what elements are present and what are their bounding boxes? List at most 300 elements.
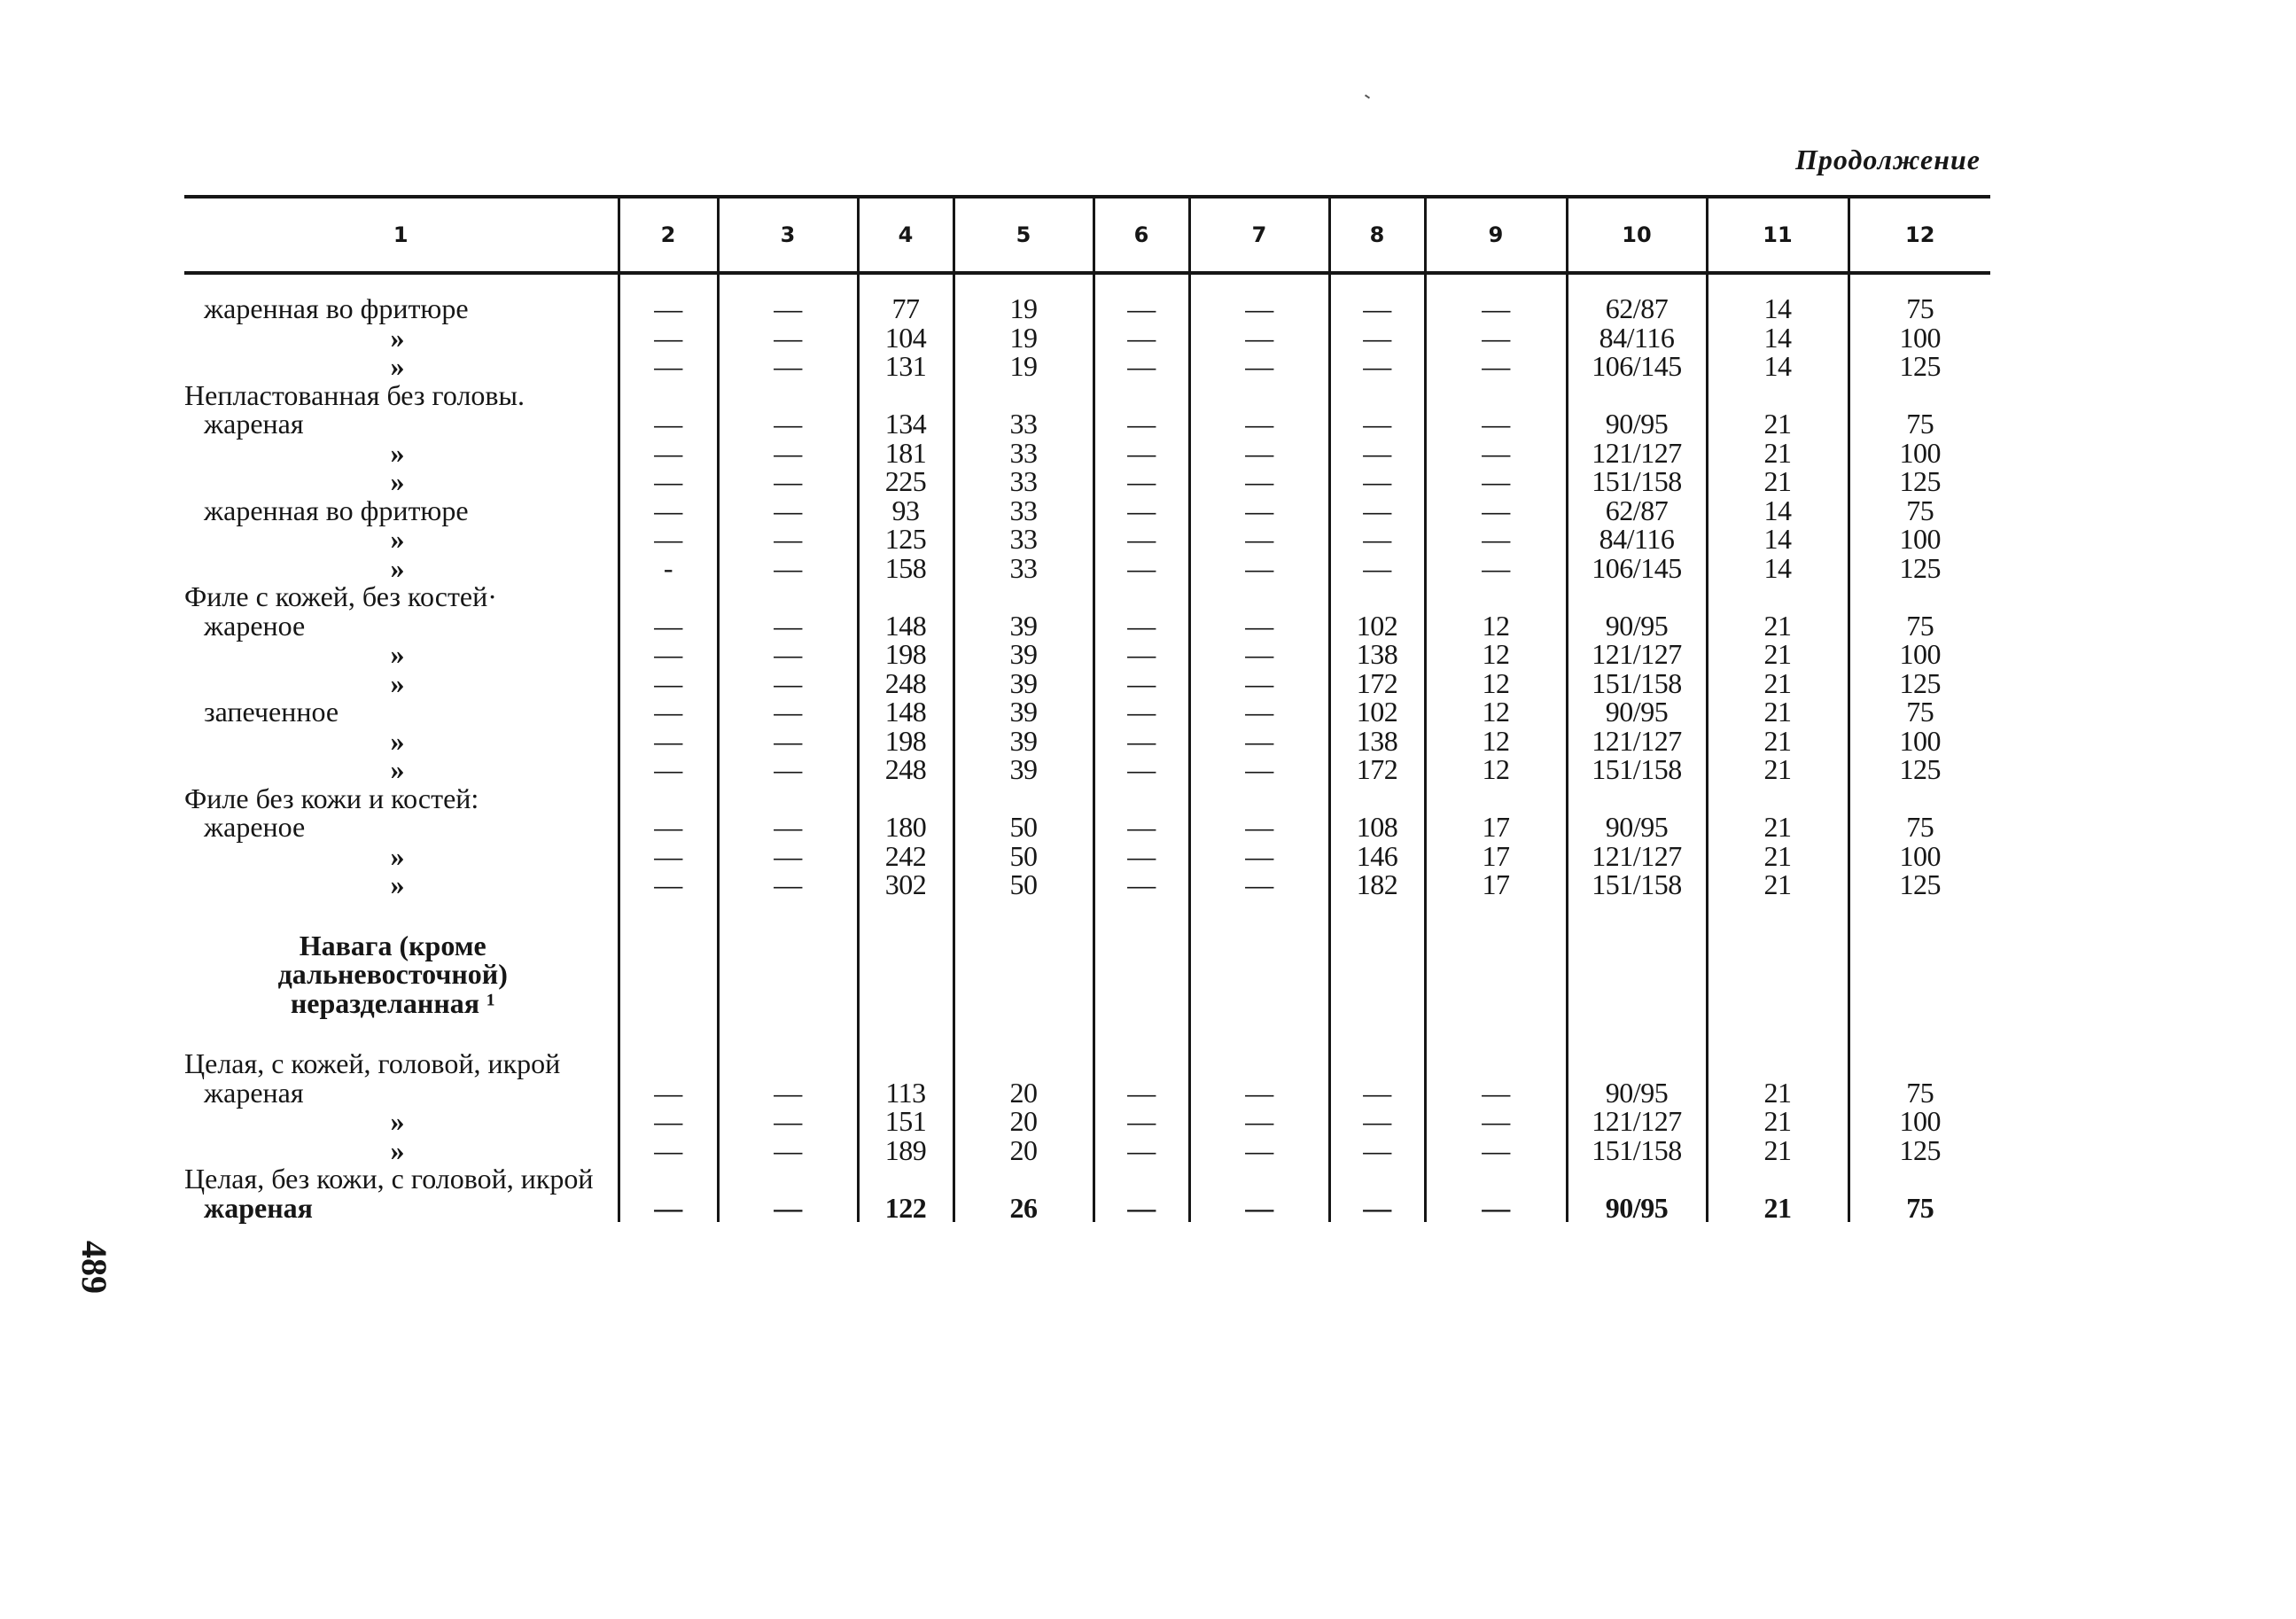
header-row [184, 197, 1990, 273]
cell-col-11 [1707, 1164, 1848, 1194]
cell-col-3 [718, 1049, 858, 1078]
row-label: » [390, 868, 405, 900]
nutrition-table [184, 195, 1990, 1222]
column-header-12: 12 [1848, 197, 1990, 273]
stray-mark [1365, 94, 1370, 98]
cell-col-11 [1707, 784, 1848, 813]
cell-col-2 [619, 784, 718, 813]
cell-col-2: — [619, 273, 718, 323]
cell-col-3: — [718, 554, 858, 583]
cell-col-5: 19 [953, 352, 1094, 381]
table-row [184, 439, 1990, 468]
table-row [184, 467, 1990, 496]
cell-col-7: — [1189, 727, 1329, 756]
cell-col-11 [1707, 381, 1848, 410]
table-row [184, 813, 1990, 842]
cell-col-6: — [1094, 554, 1189, 583]
cell-col-6: — [1094, 409, 1189, 439]
cell-col-11: 21 [1707, 870, 1848, 899]
cell-col-12: 100 [1848, 640, 1990, 669]
cell-col-10: 62/87 [1567, 496, 1707, 525]
cell-col-3: — [718, 842, 858, 871]
row-label: » [390, 1105, 405, 1137]
cell-col-4 [858, 784, 953, 813]
cell-col-5 [953, 582, 1094, 611]
cell-col-7: — [1189, 755, 1329, 784]
cell-col-12 [1848, 1164, 1990, 1194]
row-label: жаренная во фритюре [204, 292, 469, 324]
cell-col-8 [1329, 1049, 1425, 1078]
cell-col-2 [619, 582, 718, 611]
cell-col-6: — [1094, 727, 1189, 756]
cell-col-6: — [1094, 467, 1189, 496]
cell-col-6: — [1094, 842, 1189, 871]
cell-col-9: — [1425, 525, 1567, 554]
cell-col-9: — [1425, 409, 1567, 439]
cell-col-7: — [1189, 273, 1329, 323]
row-label: » [390, 1133, 405, 1166]
cell-col-9: — [1425, 439, 1567, 468]
cell-col-5: 33 [953, 439, 1094, 468]
cell-col-6: — [1094, 439, 1189, 468]
cell-col-6: — [1094, 1194, 1189, 1223]
cell-col-4: 181 [858, 439, 953, 468]
cell-col-10: 90/95 [1567, 697, 1707, 727]
cell-col-8: — [1329, 409, 1425, 439]
cell-col-10: 121/127 [1567, 727, 1707, 756]
cell-col-12: 125 [1848, 669, 1990, 698]
cell-col-3: — [718, 813, 858, 842]
row-label: » [390, 839, 405, 872]
cell-col-10 [1567, 1017, 1707, 1049]
cell-col-9: — [1425, 467, 1567, 496]
cell-col-8: 108 [1329, 813, 1425, 842]
cell-col-9 [1425, 931, 1567, 1018]
cell-col-5: 26 [953, 1194, 1094, 1223]
row-label: Целая, с кожей, головой, икрой [184, 1047, 561, 1079]
cell-col-6: — [1094, 352, 1189, 381]
cell-col-4: 93 [858, 496, 953, 525]
cell-col-3: — [718, 640, 858, 669]
table-row [184, 381, 1990, 410]
cell-col-2 [619, 899, 718, 931]
cell-col-2: — [619, 323, 718, 353]
cell-col-10: 90/95 [1567, 813, 1707, 842]
cell-col-12: 100 [1848, 727, 1990, 756]
cell-col-4: 104 [858, 323, 953, 353]
row-label: жаренная во фритюре [204, 494, 469, 526]
table-row [184, 323, 1990, 353]
row-label: запеченное [204, 696, 339, 728]
table-row [184, 611, 1990, 641]
cell-col-9: 17 [1425, 842, 1567, 871]
cell-col-2 [619, 931, 718, 1018]
row-label [184, 1017, 619, 1049]
cell-col-2: — [619, 611, 718, 641]
cell-col-11 [1707, 931, 1848, 1018]
table-row [184, 842, 1990, 871]
cell-col-5: 50 [953, 842, 1094, 871]
cell-col-4: 125 [858, 525, 953, 554]
cell-col-8: — [1329, 352, 1425, 381]
row-label: жареное [204, 609, 306, 642]
cell-col-12: 100 [1848, 323, 1990, 353]
cell-col-10 [1567, 784, 1707, 813]
cell-col-6 [1094, 899, 1189, 931]
cell-col-12 [1848, 1049, 1990, 1078]
cell-col-4: 225 [858, 467, 953, 496]
cell-col-6: — [1094, 669, 1189, 698]
cell-col-11: 21 [1707, 1194, 1848, 1223]
cell-col-11: 21 [1707, 1136, 1848, 1165]
table-row [184, 1049, 1990, 1078]
cell-col-10: 121/127 [1567, 842, 1707, 871]
cell-col-6: — [1094, 496, 1189, 525]
cell-col-2: — [619, 439, 718, 468]
cell-col-4: 248 [858, 669, 953, 698]
cell-col-6 [1094, 381, 1189, 410]
cell-col-5 [953, 1049, 1094, 1078]
cell-col-5: 33 [953, 467, 1094, 496]
row-label: » [390, 753, 405, 785]
cell-col-3 [718, 381, 858, 410]
cell-col-5: 39 [953, 611, 1094, 641]
cell-col-8: 172 [1329, 669, 1425, 698]
cell-col-10: 121/127 [1567, 640, 1707, 669]
cell-col-9: 12 [1425, 611, 1567, 641]
table-row [184, 931, 1990, 1018]
cell-col-3: — [718, 352, 858, 381]
cell-col-5: 39 [953, 697, 1094, 727]
cell-col-9: 12 [1425, 697, 1567, 727]
row-label: » [390, 321, 405, 354]
cell-col-4: 189 [858, 1136, 953, 1165]
table-row [184, 1164, 1990, 1194]
cell-col-6 [1094, 1049, 1189, 1078]
cell-col-4 [858, 1164, 953, 1194]
cell-col-11: 21 [1707, 409, 1848, 439]
row-label: Целая, без кожи, с головой, икрой [184, 1163, 594, 1195]
cell-col-7: — [1189, 611, 1329, 641]
cell-col-8: 146 [1329, 842, 1425, 871]
cell-col-5: 50 [953, 870, 1094, 899]
cell-col-5: 39 [953, 669, 1094, 698]
cell-col-3: — [718, 727, 858, 756]
cell-col-8: — [1329, 439, 1425, 468]
table-row [184, 640, 1990, 669]
cell-col-12: 125 [1848, 554, 1990, 583]
cell-col-11: 21 [1707, 439, 1848, 468]
cell-col-10 [1567, 931, 1707, 1018]
table-row [184, 1136, 1990, 1165]
cell-col-11: 21 [1707, 669, 1848, 698]
row-label: Непластованная без головы. [184, 378, 525, 411]
cell-col-9: — [1425, 273, 1567, 323]
cell-col-7 [1189, 784, 1329, 813]
cell-col-2: — [619, 697, 718, 727]
cell-col-4: 242 [858, 842, 953, 871]
cell-col-9 [1425, 899, 1567, 931]
cell-col-3: — [718, 496, 858, 525]
cell-col-7 [1189, 381, 1329, 410]
cell-col-8: — [1329, 1136, 1425, 1165]
cell-col-12: 75 [1848, 813, 1990, 842]
cell-col-5: 33 [953, 409, 1094, 439]
cell-col-8: — [1329, 467, 1425, 496]
cell-col-10 [1567, 899, 1707, 931]
cell-col-4: 248 [858, 755, 953, 784]
cell-col-2: — [619, 842, 718, 871]
row-label: жареное [204, 811, 306, 843]
cell-col-12: 100 [1848, 842, 1990, 871]
cell-col-6 [1094, 582, 1189, 611]
cell-col-5 [953, 381, 1094, 410]
cell-col-9: 12 [1425, 640, 1567, 669]
row-label: » [390, 551, 405, 584]
cell-col-8 [1329, 381, 1425, 410]
cell-col-2 [619, 1164, 718, 1194]
cell-col-7: — [1189, 352, 1329, 381]
cell-col-10: 84/116 [1567, 323, 1707, 353]
cell-col-8: 172 [1329, 755, 1425, 784]
cell-col-4: 131 [858, 352, 953, 381]
column-header-5: 5 [953, 197, 1094, 273]
cell-col-10: 90/95 [1567, 409, 1707, 439]
cell-col-10 [1567, 1049, 1707, 1078]
cell-col-11: 21 [1707, 1078, 1848, 1108]
cell-col-7: — [1189, 669, 1329, 698]
cell-col-8 [1329, 931, 1425, 1018]
cell-col-11: 14 [1707, 496, 1848, 525]
cell-col-9 [1425, 381, 1567, 410]
table-row [184, 727, 1990, 756]
row-label [184, 899, 619, 931]
cell-col-4: 113 [858, 1078, 953, 1108]
cell-col-2: — [619, 870, 718, 899]
cell-col-9 [1425, 1164, 1567, 1194]
column-header-2: 2 [619, 197, 718, 273]
cell-col-12: 125 [1848, 755, 1990, 784]
cell-col-8 [1329, 582, 1425, 611]
table-row [184, 899, 1990, 931]
cell-col-6: — [1094, 323, 1189, 353]
cell-col-7: — [1189, 813, 1329, 842]
cell-col-9: — [1425, 1194, 1567, 1223]
cell-col-11 [1707, 899, 1848, 931]
cell-col-10: 151/158 [1567, 870, 1707, 899]
cell-col-2: — [619, 640, 718, 669]
cell-col-5: 39 [953, 640, 1094, 669]
cell-col-2: — [619, 1107, 718, 1136]
cell-col-2 [619, 381, 718, 410]
cell-col-12: 100 [1848, 439, 1990, 468]
cell-col-2: — [619, 727, 718, 756]
cell-col-8: — [1329, 1107, 1425, 1136]
cell-col-7: — [1189, 525, 1329, 554]
cell-col-5: 20 [953, 1107, 1094, 1136]
table-row [184, 582, 1990, 611]
cell-col-6: — [1094, 640, 1189, 669]
cell-col-9 [1425, 1017, 1567, 1049]
cell-col-9: 17 [1425, 813, 1567, 842]
cell-col-8 [1329, 784, 1425, 813]
cell-col-2: — [619, 1194, 718, 1223]
cell-col-3: — [718, 467, 858, 496]
cell-col-8: 138 [1329, 640, 1425, 669]
cell-col-11: 21 [1707, 1107, 1848, 1136]
column-header-11: 11 [1707, 197, 1848, 273]
cell-col-9: — [1425, 352, 1567, 381]
cell-col-10: 90/95 [1567, 1194, 1707, 1223]
table-row [184, 697, 1990, 727]
cell-col-5: 39 [953, 727, 1094, 756]
cell-col-10 [1567, 582, 1707, 611]
cell-col-3: — [718, 1078, 858, 1108]
row-label: жареная [204, 1076, 304, 1109]
row-label: Филе без кожи и костей: [184, 782, 479, 814]
cell-col-3 [718, 1017, 858, 1049]
cell-col-4 [858, 899, 953, 931]
cell-col-8: — [1329, 323, 1425, 353]
cell-col-5: 19 [953, 323, 1094, 353]
cell-col-7 [1189, 1049, 1329, 1078]
cell-col-5: 20 [953, 1136, 1094, 1165]
cell-col-2: — [619, 1136, 718, 1165]
cell-col-6: — [1094, 525, 1189, 554]
table-row [184, 554, 1990, 583]
table-row [184, 1078, 1990, 1108]
cell-col-7: — [1189, 1194, 1329, 1223]
cell-col-10: 121/127 [1567, 1107, 1707, 1136]
cell-col-7: — [1189, 640, 1329, 669]
cell-col-11: 14 [1707, 554, 1848, 583]
cell-col-9: 17 [1425, 870, 1567, 899]
cell-col-5: 33 [953, 554, 1094, 583]
cell-col-6: — [1094, 611, 1189, 641]
cell-col-12 [1848, 899, 1990, 931]
cell-col-10: 106/145 [1567, 554, 1707, 583]
cell-col-9: 12 [1425, 727, 1567, 756]
cell-col-8: 102 [1329, 611, 1425, 641]
cell-col-12: 75 [1848, 409, 1990, 439]
cell-col-8 [1329, 1164, 1425, 1194]
cell-col-12: 125 [1848, 467, 1990, 496]
cell-col-11: 21 [1707, 611, 1848, 641]
cell-col-5: 33 [953, 496, 1094, 525]
row-label: » [390, 465, 405, 497]
cell-col-11: 21 [1707, 697, 1848, 727]
row-label: » [390, 523, 405, 555]
cell-col-2: — [619, 525, 718, 554]
row-label: » [390, 666, 405, 699]
cell-col-3 [718, 1164, 858, 1194]
cell-col-4: 77 [858, 273, 953, 323]
cell-col-5 [953, 784, 1094, 813]
cell-col-5 [953, 1017, 1094, 1049]
cell-col-9 [1425, 1049, 1567, 1078]
cell-col-9: — [1425, 1078, 1567, 1108]
cell-col-11 [1707, 1017, 1848, 1049]
cell-col-11: 14 [1707, 273, 1848, 323]
cell-col-6 [1094, 1017, 1189, 1049]
cell-col-10 [1567, 1164, 1707, 1194]
cell-col-4: 134 [858, 409, 953, 439]
cell-col-12: 125 [1848, 870, 1990, 899]
cell-col-12: 125 [1848, 1136, 1990, 1165]
cell-col-10: 90/95 [1567, 1078, 1707, 1108]
cell-col-7: — [1189, 467, 1329, 496]
cell-col-5 [953, 931, 1094, 1018]
cell-col-6 [1094, 784, 1189, 813]
cell-col-10: 121/127 [1567, 439, 1707, 468]
cell-col-6 [1094, 1164, 1189, 1194]
cell-col-4 [858, 1049, 953, 1078]
cell-col-3: — [718, 323, 858, 353]
cell-col-11 [1707, 1049, 1848, 1078]
cell-col-11: 21 [1707, 467, 1848, 496]
cell-col-12: 75 [1848, 1194, 1990, 1223]
cell-col-3: — [718, 273, 858, 323]
cell-col-3: — [718, 1136, 858, 1165]
cell-col-8: 182 [1329, 870, 1425, 899]
cell-col-9: — [1425, 496, 1567, 525]
cell-col-8: 102 [1329, 697, 1425, 727]
row-label: » [390, 350, 405, 382]
cell-col-3: — [718, 755, 858, 784]
continuation-label: Продолжение [1795, 144, 1981, 175]
table-row [184, 669, 1990, 698]
cell-col-7: — [1189, 409, 1329, 439]
cell-col-3 [718, 931, 858, 1018]
cell-col-3: — [718, 525, 858, 554]
table-row [184, 1107, 1990, 1136]
cell-col-8 [1329, 1017, 1425, 1049]
cell-col-11: 21 [1707, 813, 1848, 842]
table-row [184, 870, 1990, 899]
table-body [184, 273, 1990, 1222]
cell-col-4 [858, 1017, 953, 1049]
cell-col-7 [1189, 899, 1329, 931]
cell-col-6: — [1094, 1107, 1189, 1136]
table-row [184, 496, 1990, 525]
cell-col-4: 198 [858, 640, 953, 669]
cell-col-10: 151/158 [1567, 755, 1707, 784]
cell-col-12: 75 [1848, 273, 1990, 323]
cell-col-12: 75 [1848, 611, 1990, 641]
table-row [184, 755, 1990, 784]
cell-col-4: 148 [858, 697, 953, 727]
cell-col-10: 90/95 [1567, 611, 1707, 641]
row-label: Навага (кроме дальневосточной) неразделанная ¹ [277, 929, 508, 1019]
cell-col-6: — [1094, 1078, 1189, 1108]
column-header-9: 9 [1425, 197, 1567, 273]
table-row [184, 352, 1990, 381]
cell-col-3: — [718, 1194, 858, 1223]
cell-col-12: 75 [1848, 1078, 1990, 1108]
cell-col-11: 21 [1707, 640, 1848, 669]
cell-col-4: 158 [858, 554, 953, 583]
cell-col-12 [1848, 784, 1990, 813]
cell-col-9: 12 [1425, 669, 1567, 698]
cell-col-3 [718, 899, 858, 931]
table-row [184, 409, 1990, 439]
column-header-4: 4 [858, 197, 953, 273]
cell-col-3: — [718, 669, 858, 698]
cell-col-3: — [718, 1107, 858, 1136]
cell-col-7: — [1189, 697, 1329, 727]
cell-col-2: — [619, 352, 718, 381]
cell-col-11: 21 [1707, 755, 1848, 784]
